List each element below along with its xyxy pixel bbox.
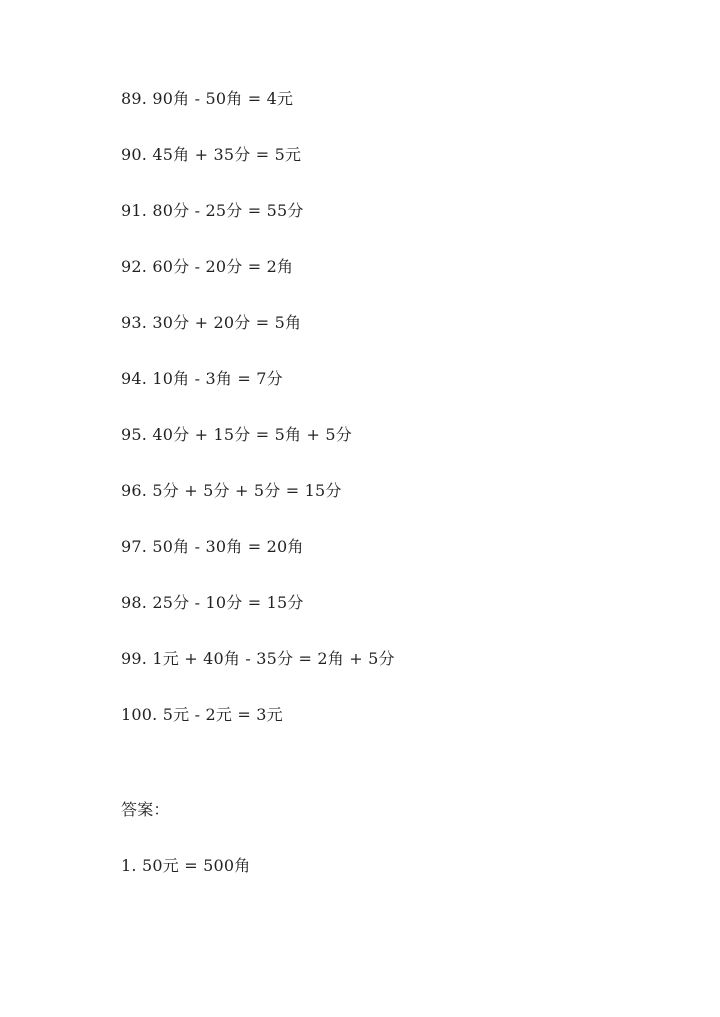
problem-98: 98. 25分 - 10分 = 15分 — [121, 593, 304, 612]
answers-heading: 答案： — [121, 800, 170, 819]
problem-99: 99. 1元 + 40角 - 35分 = 2角 + 5分 — [121, 649, 395, 668]
answer-1: 1. 50元 = 500角 — [121, 856, 251, 875]
problem-96: 96. 5分 + 5分 + 5分 = 15分 — [121, 481, 342, 500]
problem-92: 92. 60分 - 20分 = 2角 — [121, 257, 294, 276]
problem-94: 94. 10角 - 3角 = 7分 — [121, 369, 283, 388]
problem-93: 93. 30分 + 20分 = 5角 — [121, 313, 302, 332]
problem-97: 97. 50角 - 30角 = 20角 — [121, 537, 304, 556]
problem-90: 90. 45角 + 35分 = 5元 — [121, 145, 302, 164]
problem-91: 91. 80分 - 25分 = 55分 — [121, 201, 304, 220]
problem-89: 89. 90角 - 50角 = 4元 — [121, 89, 294, 108]
problem-95: 95. 40分 + 15分 = 5角 + 5分 — [121, 425, 352, 444]
problem-100: 100. 5元 - 2元 = 3元 — [121, 705, 283, 724]
